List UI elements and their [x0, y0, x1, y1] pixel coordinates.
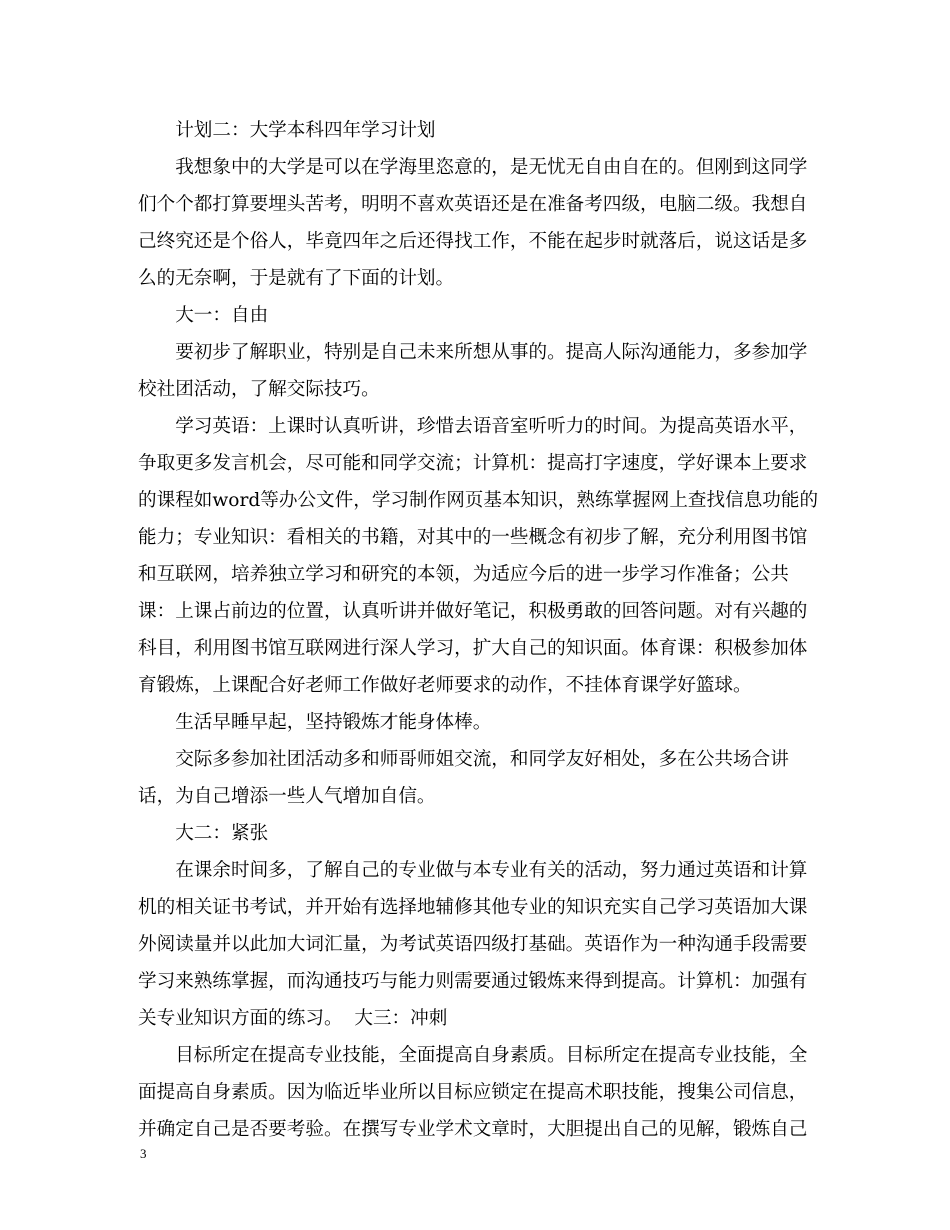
paragraph-year-three: 目标所定在提高专业技能，全面提高自身素质。目标所定在提高专业技能，全面提高自身素质。因为临近毕业所以目标应锁定在提高术职技能，搜集公司信息，并确定自己是否要考验。在撰写专业学术文章时，大胆提出自己的见解，锻炼自己: [138, 1045, 808, 1140]
paragraph-year-two: 在课余时间多，了解自己的专业做与本专业有关的活动，努力通过英语和计算机的相关证书考试，并开始有选择地辅修其他专业的知识充实自己学习英语加大课外阅读量并以此加大词汇量，为考试英语四级打基础。英语作为一种沟通手段需要学习来熟练掌握，而沟通技巧与能力则需要通过锻炼来得到提高。计算机：加强有关专业知识方面的练习。 大三：冲刺: [138, 860, 808, 1029]
document-heading: 计划二：大学本科四年学习计划: [175, 120, 436, 141]
paragraph-social: 交际多参加社团活动多和师哥师姐交流，和同学友好相处，多在公共场合讲话，为自己增添一些人气增加自信。: [138, 749, 789, 807]
section-heading-year-one: 大一：自由: [175, 305, 269, 326]
page-number: 3: [140, 1146, 147, 1161]
paragraph-life: 生活早睡早起，坚持锻炼才能身体棒。: [175, 712, 492, 733]
paragraph-intro: 我想象中的大学是可以在学海里恣意的，是无忧无自由自在的。但刚到这同学们个个都打算要埋头苦考，明明不喜欢英语还是在准备考四级，电脑二级。我想自己终究还是个俗人，毕竟四年之后还得找工作，不能在起步时就落后，说这话是多么的无奈啊，于是就有了下面的计划。: [138, 157, 808, 289]
section-heading-year-two: 大二：紧张: [175, 823, 269, 844]
paragraph-career: 要初步了解职业，特别是自己未来所想从事的。提高人际沟通能力，多参加学校社团活动，了解交际技巧。: [138, 342, 808, 400]
paragraph-study: 学习英语：上课时认真听讲，珍惜去语音室听听力的时间。为提高英语水平，争取更多发言机会，尽可能和同学交流；计算机：提高打字速度，学好课本上要求的课程如word等办公文件，学习制作网页基本知识，熟练掌握网上查找信息功能的能力；专业知识：看相关的书籍，对其中的一些概念有初步了解，充分利用图书馆和互联网，培养独立学习和研究的本领，为适应今后的进一步学习作准备；公共课：上课占前边的位置，认真听讲并做好笔记，积极勇敢的回答问题。对有兴趣的科目，利用图书馆互联网进行深人学习，扩大自己的知识面。体育课：积极参加体育锻炼，上课配合好老师工作做好老师要求的动作，不挂体育课学好篮球。: [138, 416, 819, 696]
document-body: [138, 112, 824, 1148]
